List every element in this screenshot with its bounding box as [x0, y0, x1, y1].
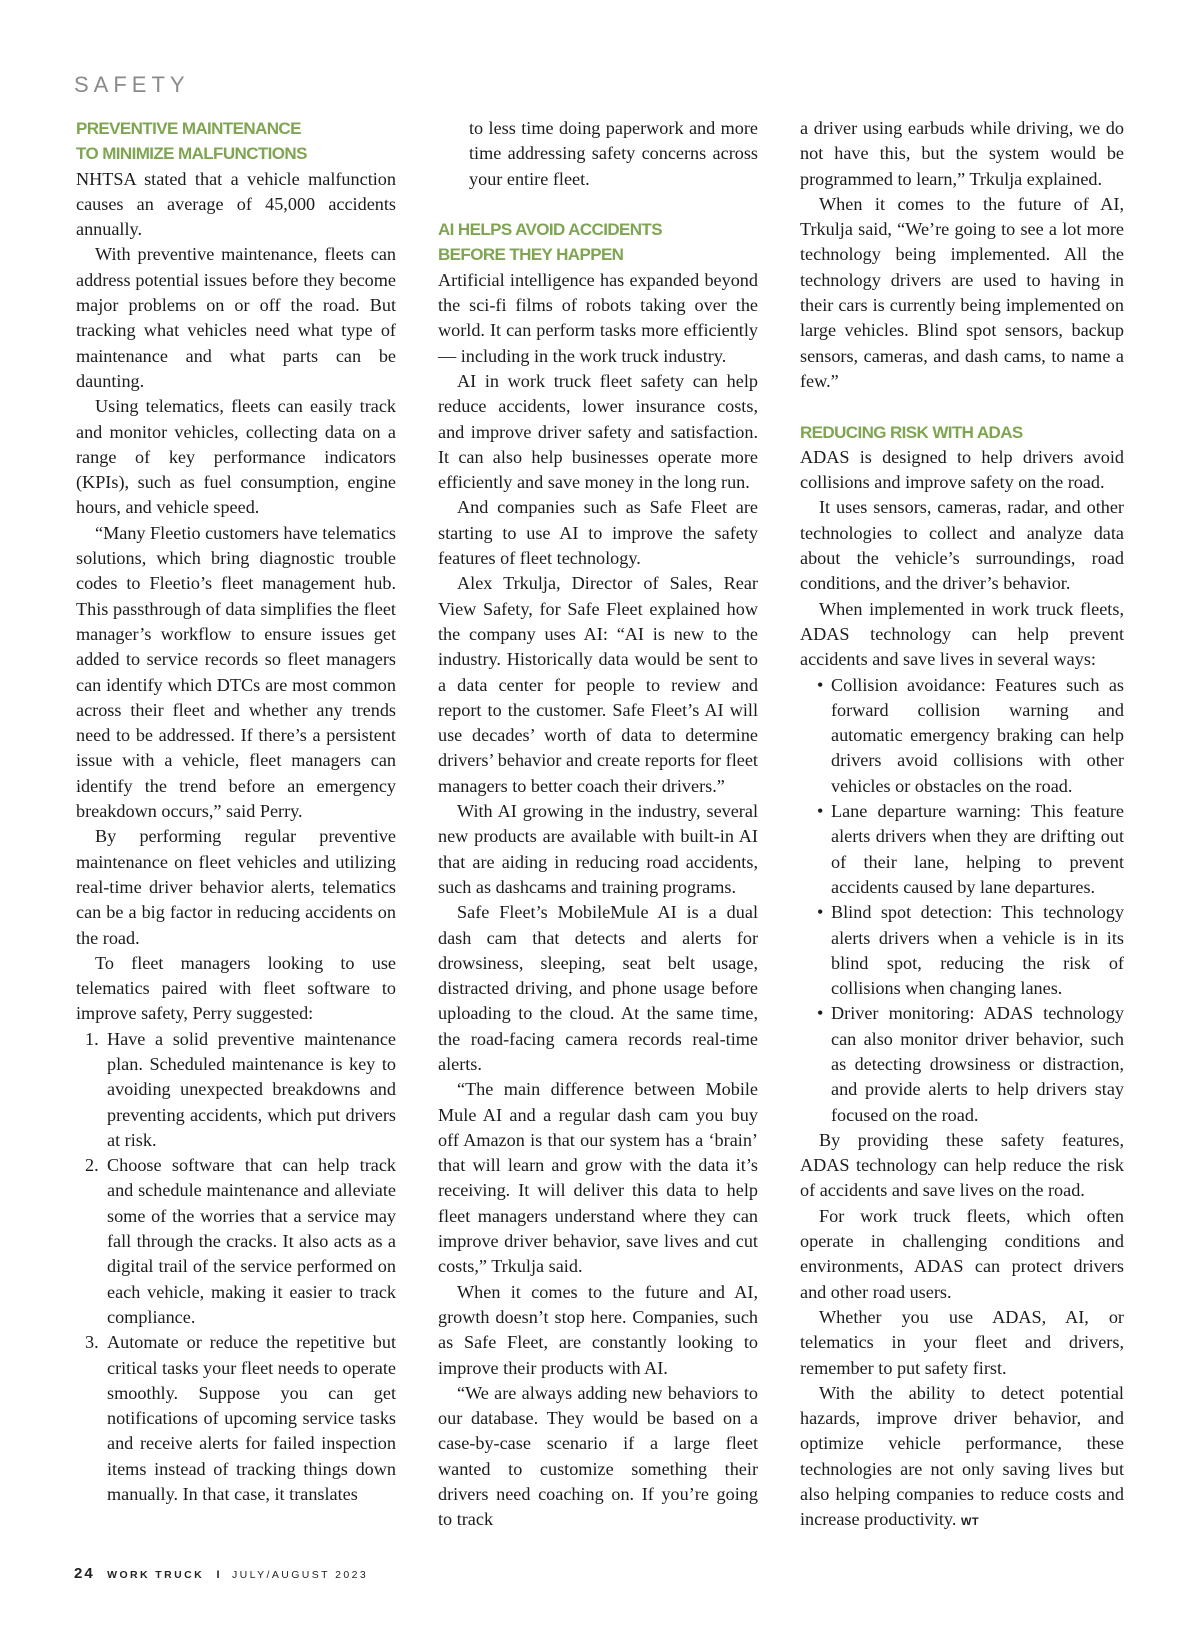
heading-preventive-maintenance [76, 116, 396, 167]
list-item [800, 900, 1124, 1001]
list-item-text: Choose software that can help track and schedule maintenance and alleviate some of the worries that a service may fall through the cracks. It also acts as a digital trail of the service performed on each vehicle, making it easier to track compliance. [107, 1155, 396, 1327]
paragraph: With AI growing in the industry, several new products are available with built-in AI that are aiding in reducing road accidents, such as dashcams and training programs. [438, 801, 758, 897]
list-item-text: Lane departure warning: This feature alerts drivers when they are drifting out of their lane, helping to prevent accidents caused by lane departures. [831, 801, 1124, 897]
paragraph: And companies such as Safe Fleet are starting to use AI to improve the safety features of fleet technology. [438, 497, 758, 569]
paragraph: For work truck fleets, which often operate in challenging conditions and environments, ADAS can protect drivers and other road users. [800, 1205, 1124, 1302]
paragraph: Using telematics, fleets can easily track and monitor vehicles, collecting data on a range of key performance indicators (KPIs), such as fuel consumption, engine hours, and vehicle speed. [76, 396, 396, 518]
article-column-3 [800, 116, 1124, 1536]
list-item [800, 799, 1124, 900]
section-label: SAFETY [74, 72, 190, 97]
paragraph: NHTSA stated that a vehicle malfunction causes an average of 45,000 accidents annually. [76, 168, 396, 240]
paragraph: ADAS is designed to help drivers avoid collisions and improve safety on the road. [800, 446, 1124, 493]
footer-separator: I [216, 1569, 220, 1581]
numbered-list [76, 1027, 396, 1508]
article-column-2 [438, 116, 758, 1533]
paragraph: It uses sensors, cameras, radar, and other technologies to collect and analyze data about the vehicle’s surroundings, road conditions, and the driver’s behavior. [800, 497, 1124, 594]
list-number: 3. [85, 1332, 99, 1353]
list-item [76, 1027, 396, 1153]
paragraph: With preventive maintenance, fleets can address potential issues before they become major problems on or off the road. But tracking what vehicles need what type of maintenance and what parts can be daunting. [76, 244, 396, 391]
bullet-icon: • [817, 801, 824, 822]
page-number: 24 [74, 1565, 95, 1582]
list-item [800, 673, 1124, 799]
list-number: 2. [85, 1155, 99, 1176]
paragraph: Artificial intelligence has expanded beyond the sci-fi films of robots taking over the world. It can perform tasks more efficiently — including in the work truck industry. [438, 269, 758, 366]
magazine-name: WORK TRUCK [107, 1569, 205, 1581]
paragraph: By performing regular preventive maintenance on fleet vehicles and utilizing real-time driver behavior alerts, telematics can be a big factor in reducing accidents on the road. [76, 826, 396, 948]
paragraph: When it comes to the future and AI, growth doesn’t stop here. Companies, such as Safe Fleet, are constantly looking to improve their products with AI. [438, 1281, 758, 1378]
bulleted-list [800, 673, 1124, 1128]
article-column-1 [76, 116, 396, 1507]
list-item-text: Driver monitoring: ADAS technology can also monitor driver behavior, such as detecting drowsiness or distraction, and provide alerts to help drivers stay focused on the road. [831, 1003, 1124, 1125]
page-footer [74, 1565, 368, 1583]
list-item-text: Collision avoidance: Features such as forward collision warning and automatic emergency braking can help drivers avoid collisions with other vehicles or obstacles on the road. [831, 674, 1124, 796]
list-item-text: Have a solid preventive maintenance plan. Scheduled maintenance is key to avoiding unexpected breakdowns and preventing accidents, which put drivers at risk. [107, 1028, 396, 1150]
heading-reducing-risk-with-adas: REDUCING RISK WITH ADAS [800, 422, 1023, 442]
list-item [76, 1330, 396, 1507]
bullet-icon: • [817, 1003, 824, 1024]
paragraph: Whether you use ADAS, AI, or telematics in your fleet and drivers, remember to put safety first. [800, 1306, 1124, 1378]
end-mark: WT [960, 1516, 980, 1529]
paragraph: When it comes to the future of AI, Trkulja said, “We’re going to see a lot more technology being implemented. All the technology drivers are used to having in their cars is currently being implemented on large vehicles. Blind spot sensors, backup sensors, cameras, and dash cams, to name a few.” [800, 193, 1124, 391]
paragraph-continued: to less time doing paperwork and more time addressing safety concerns across your entire fleet. [469, 118, 758, 189]
paragraph: Safe Fleet’s MobileMule AI is a dual dash cam that detects and alerts for drowsiness, sleeping, seat belt usage, distracted driving, and phone usage before uploading to the cloud. At the same time, the road-facing camera records real-time alerts. [438, 902, 758, 1074]
heading-line: AI HELPS AVOID ACCIDENTS [438, 220, 662, 240]
list-item-text: Automate or reduce the repetitive but critical tasks your fleet needs to operate smoothly. Suppose you can get notifications of upcoming service tasks and receive alerts for failed inspection items instead of tracking things down manually. In that case, it translates [107, 1332, 396, 1505]
paragraph: Alex Trkulja, Director of Sales, Rear View Safety, for Safe Fleet explained how the company uses AI: “AI is new to the industry. Historically data would be sent to a data center for people to review and report to the customer. Safe Fleet’s AI will use decades’ worth of data to determine drivers’ behavior and create reports for fleet managers to better coach their drivers.” [438, 573, 758, 796]
paragraph: To fleet managers looking to use telematics paired with fleet software to improve safety, Perry suggested: [76, 952, 396, 1024]
list-item-text: Blind spot detection: This technology alerts drivers when a vehicle is in its blind spot, reducing the risk of collisions when changing lanes. [831, 902, 1124, 999]
bullet-icon: • [817, 674, 824, 695]
list-number: 1. [85, 1028, 99, 1049]
issue-date: JULY/AUGUST 2023 [232, 1569, 369, 1581]
paragraph: “The main difference between Mobile Mule AI and a regular dash cam you buy off Amazon is that our system has a ‘brain’ that will learn and grow with the data it’s receiving. It will deliver this data to help fleet managers understand where they can improve driver behavior, save lives and cut costs,” Trkulja said. [438, 1079, 758, 1277]
list-item [800, 1001, 1124, 1127]
paragraph: When implemented in work truck fleets, ADAS technology can help prevent accidents and save lives in several ways: [800, 598, 1124, 670]
paragraph: AI in work truck fleet safety can help reduce accidents, lower insurance costs, and improve driver safety and satisfaction. It can also help businesses operate more efficiently and save money in the long run. [438, 370, 758, 493]
paragraph-continued: a driver using earbuds while driving, we do not have this, but the system would be programmed to learn,” Trkulja explained. [800, 118, 1124, 189]
heading-line: PREVENTIVE MAINTENANCE [76, 119, 301, 138]
heading-line: BEFORE THEY HAPPEN [438, 245, 624, 265]
paragraph: By providing these safety features, ADAS technology can help reduce the risk of accidents and save lives on the road. [800, 1129, 1124, 1201]
paragraph: “We are always adding new behaviors to our database. They would be based on a case-by-case scenario if a large fleet wanted to customize something their drivers need coaching on. If you’re going to track [438, 1382, 758, 1530]
bullet-icon: • [817, 902, 824, 923]
paragraph-text: With the ability to detect potential hazards, improve driver behavior, and optimize vehicle performance, these technologies are not only saving lives but also helping companies to reduce costs and increase productivity. [800, 1382, 1124, 1530]
paragraph: “Many Fleetio customers have telematics solutions, which bring diagnostic trouble codes to Fleetio’s fleet management hub. This passthrough of data simplifies the fleet manager’s workflow to ensure issues get added to service records so fleet managers can identify which DTCs are most common across their fleet and whether any trends need to be addressed. If there’s a persistent issue with a vehicle, fleet managers can identify the trend before an emergency breakdown occurs,” said Perry. [76, 522, 397, 822]
paragraph [800, 1381, 1124, 1536]
heading-ai-helps-avoid-accidents [438, 217, 758, 268]
list-item [76, 1153, 396, 1330]
heading-line: TO MINIMIZE MALFUNCTIONS [76, 144, 307, 164]
